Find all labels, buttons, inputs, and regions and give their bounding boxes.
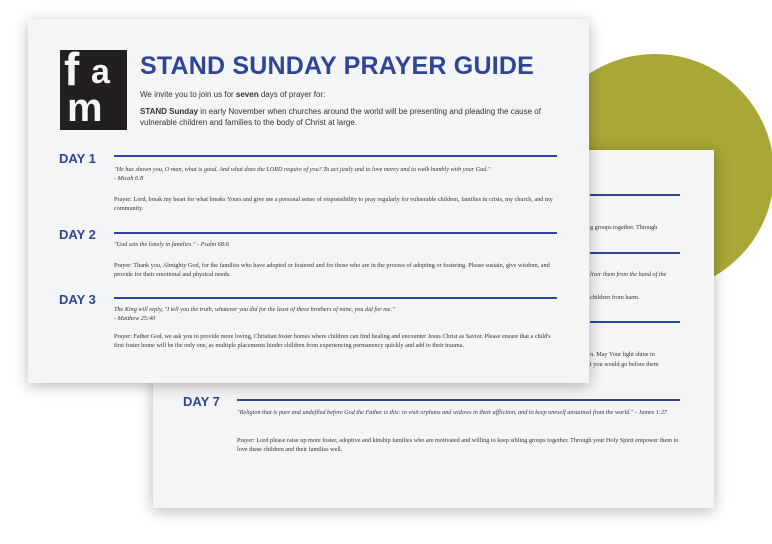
day-2-prayer: Prayer: Thank you, Almighty God, for the families who have adopted or fostered and for those who are in the process of adopting or fostering. Please sustain, give wisdom, and provide for their emotional and physical needs. (114, 262, 550, 278)
fam-logo: f a m (60, 50, 127, 130)
day-rule (114, 297, 557, 299)
day-7-prayer: Prayer: Lord please raise up more foster, adoptive and kinship families who are motivated and willing to keep sibling groups together. Through your Holy Spirit empower them to love these children and their families well. (237, 437, 679, 453)
day-2-label: DAY 2 (59, 227, 96, 242)
text-fragment: n. May Your light shine in (590, 351, 655, 358)
day-2-quote: "God sets the lonely in families." - Psalm 68:6 (114, 241, 230, 248)
intro-text (140, 89, 560, 134)
day-rule (114, 155, 557, 157)
day-rule (237, 399, 680, 401)
text-fragment: liver them from the hand of the (590, 271, 667, 278)
text-fragment: children from harm. (590, 294, 640, 301)
day-1-prayer: Prayer: Lord, break my heart for what breaks Yours and give me a personal sense of responsibility to pray regularly for vulnerable children, families in crisis, my church, and my community. (114, 196, 553, 212)
day-3-quote: The King will reply, "I tell you the truth, whatever you did for the least of these brothers of mine, you did for me." - Matthew 25:40 (114, 306, 395, 322)
day-3-prayer: Prayer: Father God, we ask you to provide more loving, Christian foster homes where children can find healing and encounter Jesus Christ as Savior. Please ensure that a child's first foster home will be the only one, as multiple placements hinder children from experiencing permanency quickly and add to their trauma. (114, 333, 551, 349)
day-1-quote: "He has shown you, O man, what is good. And what does the LORD require of you? To act justly and to love mercy and to walk humbly with your God." - Micah 6:8 (114, 166, 491, 182)
intro-line-1: We invite you to join us for seven days of prayer for: (140, 90, 326, 99)
day-7-quote: "Religion that is pure and undefiled before God the Father is this: to visit orphans and widows in their affliction, and to keep oneself unstained from the world." - James 1:27 (237, 409, 668, 416)
day-rule (590, 321, 680, 323)
day-rule (114, 232, 557, 234)
page-title: STAND SUNDAY PRAYER GUIDE (140, 52, 534, 80)
day-rule (590, 194, 680, 196)
text-fragment: t you would go before them (590, 361, 659, 368)
front-page (28, 19, 589, 383)
text-fragment: g groups together. Through (590, 224, 658, 231)
intro-line-2: STAND Sunday in early November when churches around the world will be presenting and pleading the cause of vulnerable children and families to the body of Christ at large. (140, 107, 541, 127)
day-7-label: DAY 7 (183, 394, 220, 409)
day-rule (590, 252, 680, 254)
day-1-label: DAY 1 (59, 151, 96, 166)
day-3-label: DAY 3 (59, 292, 96, 307)
